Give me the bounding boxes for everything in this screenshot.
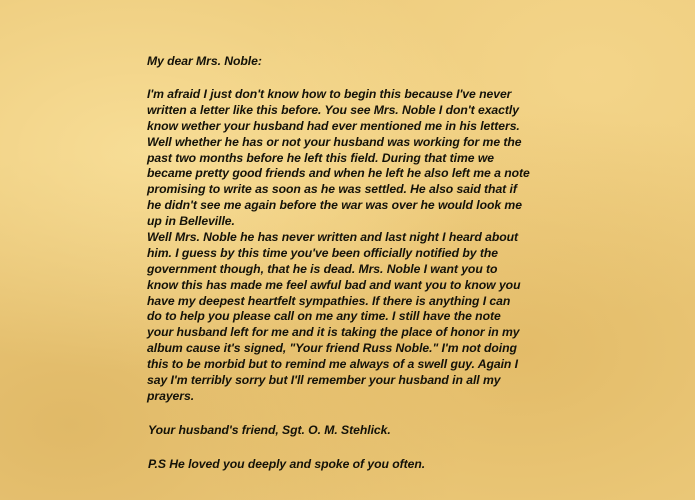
letter-line: your husband left for me and it is taking the place of honor in my (147, 325, 520, 340)
letter-line: this to be morbid but to remind me always of a swell guy. Again I (147, 357, 519, 372)
letter-line: I'm afraid I just don't know how to begin this because I've never (147, 87, 512, 101)
letter-body (147, 87, 587, 405)
letter-postscript: P.S He loved you deeply and spoke of you often. (148, 456, 426, 471)
letter-line: up in Belleville. (147, 214, 235, 229)
letter-line: him. I guess by this time you've been officially notified by the (147, 245, 498, 260)
letter-line: government though, that he is dead. Mrs. Noble I want you to (147, 261, 498, 276)
letter-line: he didn't see me again before the war was over he would look me (147, 198, 522, 213)
letter-line: say I'm terribly sorry but I'll remember your husband in all my (147, 373, 501, 388)
letter-line: prayers. (147, 388, 195, 403)
letter-salutation: My dear Mrs. Noble: (147, 54, 262, 68)
letter-line: Well whether he has or not your husband was working for me the (147, 134, 522, 149)
letter-line: know wether your husband had ever mentioned me in his letters. (147, 118, 520, 133)
letter-line: know this has made me feel awful bad and want you to know you (147, 277, 521, 292)
letter-line: have my deepest heartfelt sympathies. If there is anything I can (147, 293, 511, 308)
letter-signature: Your husband's friend, Sgt. O. M. Stehlick. (148, 422, 391, 437)
letter-line: written a letter like this before. You see Mrs. Noble I don't exactly (147, 102, 519, 117)
blank-line (147, 405, 587, 422)
letter-line: promising to write as soon as he was settled. He also said that if (147, 182, 517, 197)
letter (147, 53, 587, 473)
blank-line (147, 439, 587, 456)
blank-line (147, 70, 587, 87)
letter-line: Well Mrs. Noble he has never written and last night I heard about (147, 230, 519, 245)
letter-line: past two months before he left this field. During that time we (147, 150, 494, 165)
letter-line: became pretty good friends and when he left he also left me a note (147, 166, 530, 181)
letter-line: album cause it's signed, "Your friend Russ Noble." I'm not doing (147, 341, 517, 356)
letter-line: do to help you please call on me any time. I still have the note (147, 309, 501, 324)
